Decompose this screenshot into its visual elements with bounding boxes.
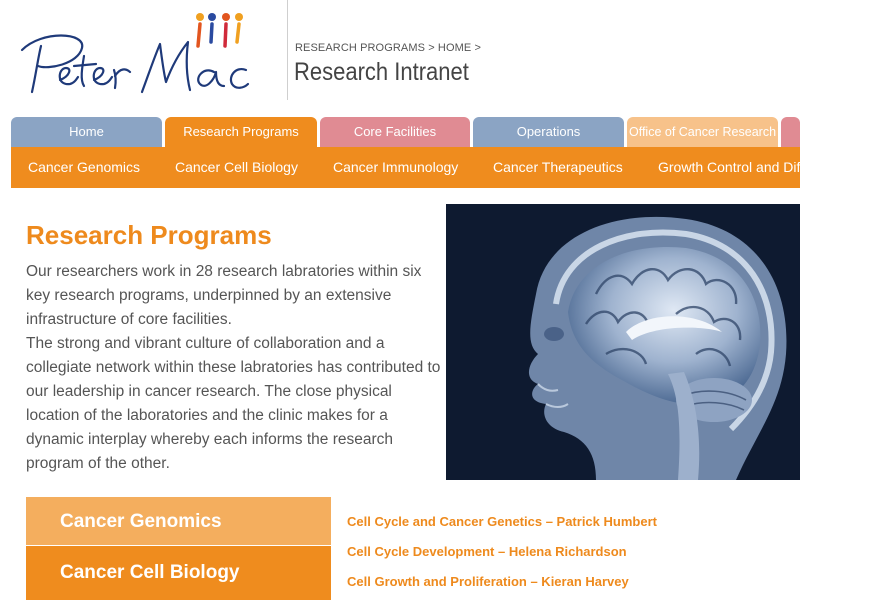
program-cancer-cell-biology[interactable]: Cancer Cell Biology	[26, 546, 331, 600]
tab-operations[interactable]: Operations	[473, 117, 624, 147]
site-title: Research Intranet	[294, 58, 469, 86]
subnav-cancer-genomics[interactable]: Cancer Genomics	[28, 159, 141, 175]
breadcrumb-separator: >	[474, 42, 481, 54]
tab-overflow[interactable]	[781, 117, 800, 147]
breadcrumb	[295, 42, 481, 54]
subnav-growth-control[interactable]: Growth Control and Differentiation	[658, 159, 869, 175]
intro-paragraph-1: Our researchers work in 28 research labratories within six key research programs, underpinned by an extensive infrastructure of core facilities.	[26, 263, 422, 328]
program-cancer-genomics[interactable]: Cancer Genomics	[26, 497, 331, 545]
subnav-cancer-immunology[interactable]: Cancer Immunology	[333, 159, 459, 175]
lab-link[interactable]: Cell Cycle Development – Helena Richardson	[347, 544, 627, 559]
peter-mac-logo[interactable]	[14, 10, 254, 102]
tab-office-of-cancer-research[interactable]: Office of Cancer Research	[627, 117, 778, 147]
breadcrumb-separator: >	[428, 42, 435, 54]
subnav-cancer-cell-biology[interactable]: Cancer Cell Biology	[175, 159, 298, 175]
tab-research-programs[interactable]: Research Programs	[165, 117, 317, 147]
page-heading: Research Programs	[26, 220, 272, 250]
breadcrumb-home[interactable]: HOME	[437, 42, 472, 54]
intro-paragraph-2: The strong and vibrant culture of collaboration and a collegiate network within these labratories has contributed to our leadership in cancer research. The close physical location of the laboratories and the clinic makes for a dynamic interplay whereby each informs the research program of the other.	[26, 335, 441, 472]
tab-core-facilities[interactable]: Core Facilities	[320, 117, 470, 147]
lab-link[interactable]: Cell Growth and Proliferation – Kieran Harvey	[347, 574, 629, 589]
program-subnav	[11, 147, 869, 188]
tab-home[interactable]: Home	[11, 117, 162, 147]
intro-text	[26, 260, 446, 476]
lab-link[interactable]: Cell Cycle and Cancer Genetics – Patrick Humbert	[347, 514, 657, 529]
subnav-cancer-therapeutics[interactable]: Cancer Therapeutics	[493, 159, 623, 175]
header-divider	[287, 0, 288, 100]
mri-brain-image	[446, 204, 800, 480]
breadcrumb-research-programs[interactable]: RESEARCH PROGRAMS	[295, 42, 426, 54]
